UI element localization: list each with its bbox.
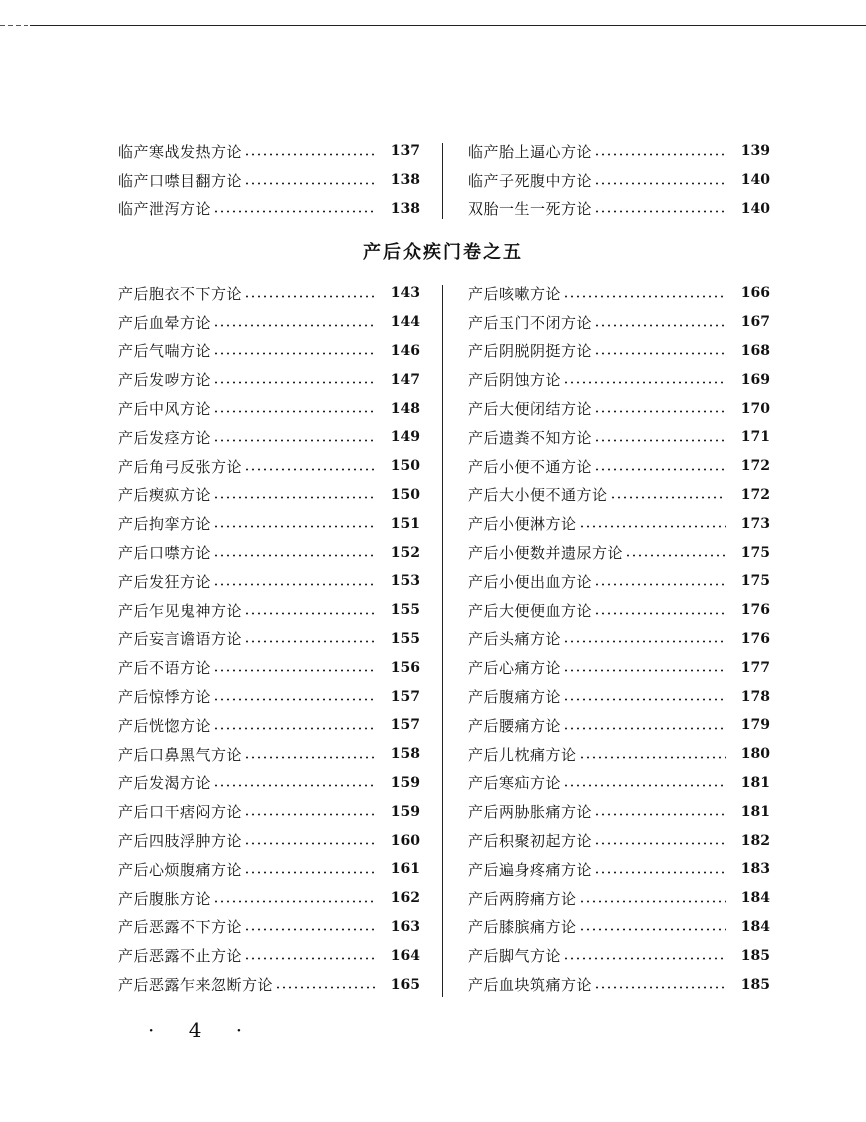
toc-entry-page: 140 [740,172,770,189]
dot-leader [594,324,726,327]
toc-entry-page: 160 [390,832,420,849]
toc-entry [468,596,770,625]
toc-entry [118,826,420,855]
dot-leader [244,640,376,643]
toc-entry-title: 临产胎上逼心方论 [468,142,593,161]
toc-entry-title: 产后恶露不下方论 [118,918,243,937]
toc-entry-title: 临产口噤目翻方论 [118,171,243,190]
toc-entry-title: 产后阴脱阴挺方论 [468,342,593,361]
toc-entry-page: 158 [390,746,420,763]
column-divider-main [442,285,443,997]
toc-entry-title: 产后心痛方论 [468,659,562,678]
toc-entry-title: 产后小便数并遗尿方论 [468,544,624,563]
dot-leader [594,986,726,989]
toc-entry [118,855,420,884]
toc-entry [468,625,770,654]
toc-entry-page: 178 [740,688,770,705]
toc-entry-page: 179 [740,717,770,734]
toc-entry-page: 138 [390,200,420,217]
toc-entry [468,855,770,884]
dot-leader [213,669,376,672]
toc-entry-title: 产后遗粪不知方论 [468,428,593,447]
toc-entry-title: 产后拘挛方论 [118,515,212,534]
dot-leader [244,871,376,874]
dot-leader [244,182,376,185]
dot-leader [563,957,726,960]
toc-entry-title: 产后大小便不通方论 [468,486,608,505]
toc-entry-page: 140 [740,200,770,217]
toc-entry-page: 151 [390,515,420,532]
dot-leader [563,698,726,701]
dot-leader [213,352,376,355]
toc-entry [118,884,420,913]
toc-entry-page: 165 [390,976,420,993]
toc-entry [468,195,770,224]
dot-leader [563,784,726,787]
toc-entry-title: 产后咳嗽方论 [468,284,562,303]
dot-leader [213,210,376,213]
toc-entry [118,308,420,337]
toc-entry-title: 产后中风方论 [118,400,212,419]
dot-leader [213,900,376,903]
toc-entry-title: 产后口干痞闷方论 [118,803,243,822]
toc-entry [468,769,770,798]
dot-leader [213,698,376,701]
toc-entry-title: 临产子死腹中方论 [468,171,593,190]
top-rule [30,25,866,26]
dot-leader [625,554,726,557]
toc-entry-title: 产后恍惚方论 [118,716,212,735]
toc-top-right-column [468,137,770,223]
toc-entry-title: 产后遍身疼痛方论 [468,860,593,879]
toc-top-left-column [118,137,420,223]
page-number: · 4 · [148,1018,257,1042]
toc-entry-title: 产后妄言谵语方论 [118,630,243,649]
dot-leader [563,669,726,672]
toc-entry [468,337,770,366]
toc-entry-title: 产后血块筑痛方论 [468,976,593,995]
toc-entry-page: 137 [390,143,420,160]
dot-leader [213,439,376,442]
dot-leader [594,468,726,471]
toc-entry [468,308,770,337]
dot-leader [213,583,376,586]
toc-entry-title: 产后玉门不闭方论 [468,313,593,332]
toc-entry-page: 184 [740,918,770,935]
toc-entry-page: 164 [390,947,420,964]
toc-entry-page: 167 [740,314,770,331]
toc-entry [118,423,420,452]
toc-entry [468,797,770,826]
dot-leader [594,842,726,845]
toc-entry-page: 150 [390,486,420,503]
toc-entry-title: 产后气喘方论 [118,342,212,361]
dot-leader [594,352,726,355]
toc-entry [468,394,770,423]
toc-entry-title: 双胎一生一死方论 [468,200,593,219]
dot-leader [213,784,376,787]
dot-leader [275,986,376,989]
toc-entry [468,913,770,942]
toc-entry [118,337,420,366]
toc-entry [118,682,420,711]
toc-entry [118,452,420,481]
toc-entry-title: 产后血晕方论 [118,313,212,332]
dot-leader [563,295,726,298]
toc-entry-title: 产后恶露乍来忽断方论 [118,976,274,995]
toc-entry-page: 170 [740,400,770,417]
dot-leader [594,439,726,442]
toc-entry [118,481,420,510]
toc-entry-title: 产后角弓反张方论 [118,457,243,476]
toc-entry-page: 159 [390,774,420,791]
toc-entry-page: 161 [390,861,420,878]
dot-leader [244,813,376,816]
toc-entry [118,625,420,654]
dot-leader [594,583,726,586]
toc-entry-title: 产后瘈疭方论 [118,486,212,505]
dot-leader [213,410,376,413]
dot-leader [579,928,726,931]
dot-leader [244,295,376,298]
toc-entry-page: 185 [740,947,770,964]
toc-entry-page: 182 [740,832,770,849]
toc-entry-page: 150 [390,458,420,475]
toc-entry-title: 产后小便不通方论 [468,457,593,476]
toc-entry-page: 181 [740,774,770,791]
toc-entry [468,166,770,195]
toc-entry [468,423,770,452]
toc-entry [468,567,770,596]
dot-leader [563,727,726,730]
toc-entry-page: 157 [390,717,420,734]
toc-entry-title: 产后惊悸方论 [118,688,212,707]
toc-entry-title: 产后头痛方论 [468,630,562,649]
toc-entry [118,137,420,166]
dot-leader [594,153,726,156]
toc-entry-page: 148 [390,400,420,417]
toc-entry-title: 产后大便便血方论 [468,601,593,620]
top-rule-dashes [0,25,28,26]
dot-leader [213,525,376,528]
toc-entry-title: 产后不语方论 [118,659,212,678]
toc-entry [468,653,770,682]
dot-leader [563,381,726,384]
toc-entry-title: 产后积聚初起方论 [468,832,593,851]
toc-entry [118,913,420,942]
dot-leader [594,612,726,615]
toc-entry-title: 产后两胁胀痛方论 [468,803,593,822]
toc-entry-page: 143 [390,285,420,302]
toc-entry [118,653,420,682]
dot-leader [244,957,376,960]
toc-entry [468,740,770,769]
toc-entry [118,279,420,308]
toc-entry [468,509,770,538]
toc-entry-page: 177 [740,659,770,676]
toc-entry-title: 产后大便闭结方论 [468,400,593,419]
toc-entry [468,826,770,855]
toc-entry-title: 产后儿枕痛方论 [468,745,577,764]
toc-entry [118,567,420,596]
toc-main-left-column [118,279,420,999]
toc-entry-page: 175 [740,544,770,561]
toc-entry-page: 155 [390,602,420,619]
toc-entry-title: 临产寒战发热方论 [118,142,243,161]
toc-entry-page: 166 [740,285,770,302]
toc-entry-page: 175 [740,573,770,590]
toc-entry-title: 产后发渴方论 [118,774,212,793]
dot-leader [244,612,376,615]
toc-entry-page: 162 [390,890,420,907]
toc-entry-title: 产后寒疝方论 [468,774,562,793]
toc-entry-page: 153 [390,573,420,590]
toc-entry-page: 180 [740,746,770,763]
dot-leader [594,410,726,413]
toc-entry-page: 139 [740,143,770,160]
toc-entry-title: 产后小便淋方论 [468,515,577,534]
toc-entry [118,538,420,567]
toc-entry-page: 146 [390,342,420,359]
toc-main-right-column [468,279,770,999]
toc-entry-page: 159 [390,803,420,820]
toc-entry-page: 138 [390,172,420,189]
dot-leader [213,496,376,499]
toc-entry-page: 181 [740,803,770,820]
dot-leader [213,727,376,730]
dot-leader [579,525,726,528]
toc-entry-title: 产后发痉方论 [118,428,212,447]
toc-entry-page: 152 [390,544,420,561]
toc-entry-page: 163 [390,918,420,935]
toc-entry [468,682,770,711]
dot-leader [594,813,726,816]
toc-entry-title: 产后两胯痛方论 [468,889,577,908]
toc-entry-page: 147 [390,371,420,388]
toc-entry [468,970,770,999]
dot-leader [579,900,726,903]
dot-leader [244,468,376,471]
toc-entry-page: 172 [740,486,770,503]
toc-entry-title: 产后腹胀方论 [118,889,212,908]
dot-leader [579,756,726,759]
toc-entry [468,941,770,970]
toc-entry [468,137,770,166]
toc-entry [118,596,420,625]
toc-entry [118,711,420,740]
dot-leader [594,210,726,213]
dot-leader [213,324,376,327]
toc-entry-page: 171 [740,429,770,446]
toc-entry [468,452,770,481]
dot-leader [213,554,376,557]
toc-entry-title: 产后腰痛方论 [468,716,562,735]
toc-entry-page: 184 [740,890,770,907]
toc-entry-title: 产后恶露不止方论 [118,947,243,966]
toc-entry [118,394,420,423]
toc-entry [118,509,420,538]
dot-leader [213,381,376,384]
toc-entry-title: 产后心烦腹痛方论 [118,860,243,879]
toc-entry [468,279,770,308]
dot-leader [594,182,726,185]
toc-entry-page: 176 [740,602,770,619]
toc-entry-page: 169 [740,371,770,388]
dot-leader [244,153,376,156]
toc-entry-title: 产后腹痛方论 [468,688,562,707]
toc-entry-page: 183 [740,861,770,878]
toc-entry [468,711,770,740]
toc-entry [118,970,420,999]
dot-leader [244,842,376,845]
toc-entry-page: 176 [740,630,770,647]
dot-leader [244,928,376,931]
toc-entry-title: 产后小便出血方论 [468,572,593,591]
toc-entry-page: 168 [740,342,770,359]
toc-entry-title: 产后脚气方论 [468,947,562,966]
dot-leader [244,756,376,759]
toc-entry [118,769,420,798]
toc-entry-page: 173 [740,515,770,532]
toc-entry-page: 157 [390,688,420,705]
dot-leader [610,496,726,499]
dot-leader [594,871,726,874]
toc-entry-title: 产后口鼻黑气方论 [118,745,243,764]
toc-entry [118,941,420,970]
column-divider-top [442,143,443,219]
toc-entry-title: 产后乍见鬼神方论 [118,601,243,620]
toc-entry-title: 产后四肢浮肿方论 [118,832,243,851]
toc-entry-title: 产后发哕方论 [118,371,212,390]
toc-entry-title: 产后口噤方论 [118,544,212,563]
toc-entry-title: 产后胞衣不下方论 [118,284,243,303]
toc-entry-page: 155 [390,630,420,647]
toc-entry [468,365,770,394]
toc-entry-page: 156 [390,659,420,676]
toc-entry-title: 临产泄泻方论 [118,200,212,219]
toc-entry [118,166,420,195]
toc-entry [468,538,770,567]
toc-entry [118,365,420,394]
toc-entry-page: 149 [390,429,420,446]
toc-entry [118,195,420,224]
toc-entry-title: 产后发狂方论 [118,572,212,591]
toc-entry [118,740,420,769]
toc-entry-title: 产后阴蚀方论 [468,371,562,390]
toc-entry-title: 产后膝膑痛方论 [468,918,577,937]
toc-entry-page: 185 [740,976,770,993]
toc-entry [118,797,420,826]
toc-entry [468,884,770,913]
dot-leader [563,640,726,643]
toc-entry-page: 172 [740,458,770,475]
section-heading: 产后众疾门卷之五 [363,242,523,263]
toc-entry [468,481,770,510]
toc-entry-page: 144 [390,314,420,331]
